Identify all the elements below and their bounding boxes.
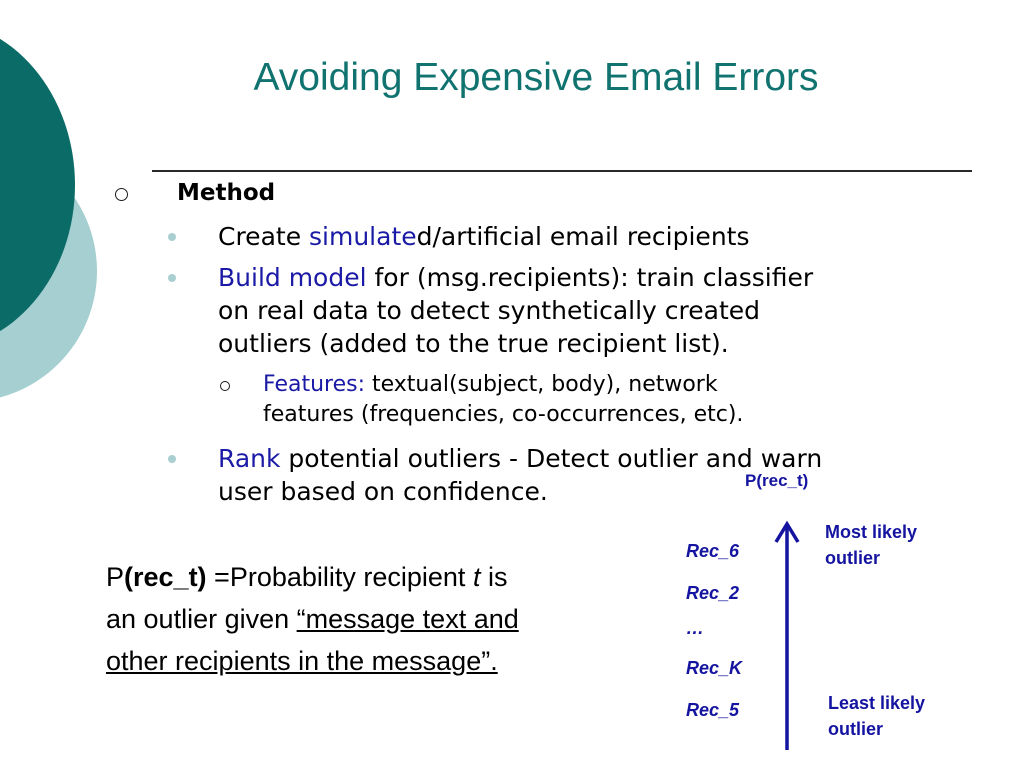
least-likely-label	[828, 690, 925, 742]
bullet-text: Create	[218, 222, 310, 251]
label-line: Most likely	[825, 522, 918, 542]
rank-item: …	[686, 618, 704, 638]
note-line3	[106, 640, 666, 682]
rank-item: Rec_5	[686, 700, 740, 720]
bullet-highlight: Features:	[263, 372, 366, 397]
bullet-highlight: simulate	[309, 222, 417, 251]
bullet-text: d/artificial email recipients	[416, 222, 750, 251]
bullet-text: potential outliers - Detect outlier and warn	[280, 444, 823, 473]
rank-item: Rec_K	[686, 658, 743, 678]
dot-bullet-icon	[168, 233, 176, 241]
label-line: Least likely	[828, 693, 926, 713]
note-text: an outlier given	[106, 604, 297, 634]
bullet-rank-line2: user based on confidence.	[218, 477, 548, 506]
dot-bullet-icon	[168, 274, 176, 282]
bullet-rank	[218, 441, 822, 476]
bullet-text: for (msg.recipients): train classifier	[366, 263, 814, 292]
bullet-build-model-line3: outliers (added to the true recipient list).	[218, 329, 729, 358]
most-likely-label	[825, 519, 917, 571]
note-quote: other recipients in the message”.	[106, 646, 498, 676]
bullet-build-model-line2: on real data to detect synthetically created	[218, 296, 761, 325]
bullet-highlight: Rank	[218, 444, 281, 473]
bullet-highlight: Build model	[218, 263, 367, 292]
bullet-text: textual(subject, body), network	[365, 372, 718, 397]
rank-item: Rec_6	[686, 541, 740, 561]
label-line: outlier	[828, 719, 884, 739]
hollow-bullet-icon	[115, 188, 128, 201]
ranking-arrow-icon	[770, 518, 810, 753]
note-line2	[106, 598, 666, 640]
title-divider	[152, 170, 972, 172]
note-text: P	[106, 562, 125, 592]
dot-bullet-icon	[168, 455, 176, 463]
note-line1	[106, 556, 666, 598]
label-line: outlier	[825, 548, 881, 568]
note-t: t	[472, 562, 481, 592]
hollow-sub-bullet-icon	[220, 381, 230, 391]
probability-note	[106, 556, 666, 682]
note-text: =Probability recipient	[206, 562, 473, 592]
note-quote: “message text and	[296, 604, 519, 634]
rank-item: Rec_2	[686, 583, 740, 603]
method-heading: Method	[177, 180, 276, 206]
slide-title: Avoiding Expensive Email Errors	[253, 56, 819, 99]
note-text: is	[480, 562, 508, 592]
bullet-create	[218, 219, 750, 254]
ranking-axis-label: P(rec_t)	[745, 471, 809, 490]
note-rec-t: (rec_t)	[124, 562, 207, 592]
sub-bullet-features-line2: features (frequencies, co-occurrences, etc).	[263, 402, 744, 427]
bullet-build-model	[218, 260, 813, 295]
sub-bullet-features	[263, 369, 718, 400]
